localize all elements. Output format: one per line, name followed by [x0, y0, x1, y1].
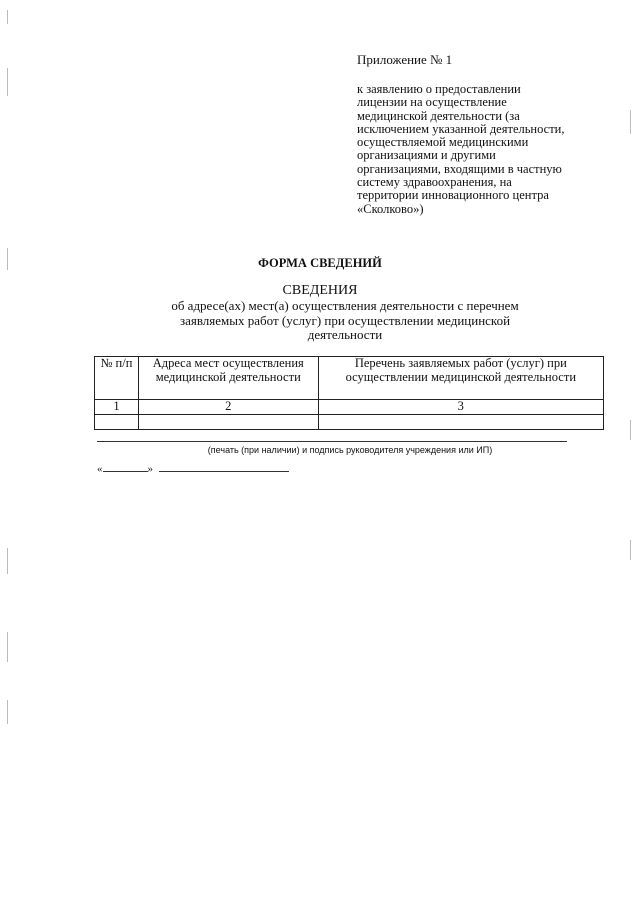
table-cell: [318, 414, 603, 429]
column-number-cell: 1: [95, 400, 139, 415]
appendix-line: систему здравоохранения, на: [357, 175, 512, 190]
form-title: ФОРМА СВЕДЕНИЙ: [258, 256, 382, 270]
scan-margin-mark: [7, 700, 8, 724]
date-close-quote: »: [147, 463, 153, 475]
date-open-quote: «: [97, 463, 103, 475]
document-subtitle: [100, 299, 590, 343]
table-column-number-row: [95, 400, 604, 415]
appendix-line: территории инновационного центра: [357, 188, 549, 203]
column-number-cell: 2: [138, 400, 318, 415]
header-cell-works-list: Перечень заявляемых работ (услуг) при осуществлении медицинской деятельности: [318, 357, 603, 400]
table-header-row: [95, 357, 604, 400]
appendix-line: к заявлению о предоставлении: [357, 82, 521, 96]
document-title: СВЕДЕНИЯ: [282, 283, 358, 298]
appendix-number: Приложение № 1: [357, 52, 453, 67]
appendix-line: осуществляемой медицинскими: [357, 135, 529, 150]
day-blank: [103, 462, 148, 472]
appendix-line: лицензии на осуществление: [357, 95, 507, 110]
subtitle-line: деятельности: [307, 327, 383, 342]
subtitle-line: об адресе(ах) мест(а) осуществления деятельности с перечнем: [171, 298, 519, 313]
appendix-line: исключением указанной деятельности,: [357, 121, 565, 136]
table-cell: [95, 414, 139, 429]
scan-margin-mark: [630, 540, 631, 560]
subtitle-line: заявляемых работ (услуг) при осуществлении медицинской: [179, 312, 511, 328]
appendix-line: медицинской деятельности (за: [357, 108, 520, 123]
month-year-blank: [159, 462, 289, 472]
scan-margin-mark: [7, 632, 8, 662]
scan-margin-mark: [630, 110, 631, 134]
scan-margin-mark: [7, 68, 8, 96]
signature-line: [97, 441, 567, 442]
scan-margin-mark: [7, 10, 8, 24]
column-number-cell: 3: [318, 400, 603, 415]
appendix-line: организациями и другими: [357, 148, 496, 163]
appendix-description: [357, 83, 617, 216]
header-cell-addresses: Адреса мест осуществления медицинской деятельности: [138, 357, 318, 400]
date-line: [97, 462, 289, 475]
scan-margin-mark: [7, 548, 8, 574]
addresses-table: [94, 356, 604, 430]
signature-caption: (печать (при наличии) и подпись руководителя учреждения или ИП): [207, 445, 493, 455]
table-row: [95, 414, 604, 429]
appendix-line: организациями, входящими в частную: [357, 161, 562, 176]
scan-margin-mark: [630, 420, 631, 440]
table-cell: [138, 414, 318, 429]
appendix-line: «Сколково»): [357, 201, 424, 216]
header-cell-number: № п/п: [95, 357, 139, 400]
